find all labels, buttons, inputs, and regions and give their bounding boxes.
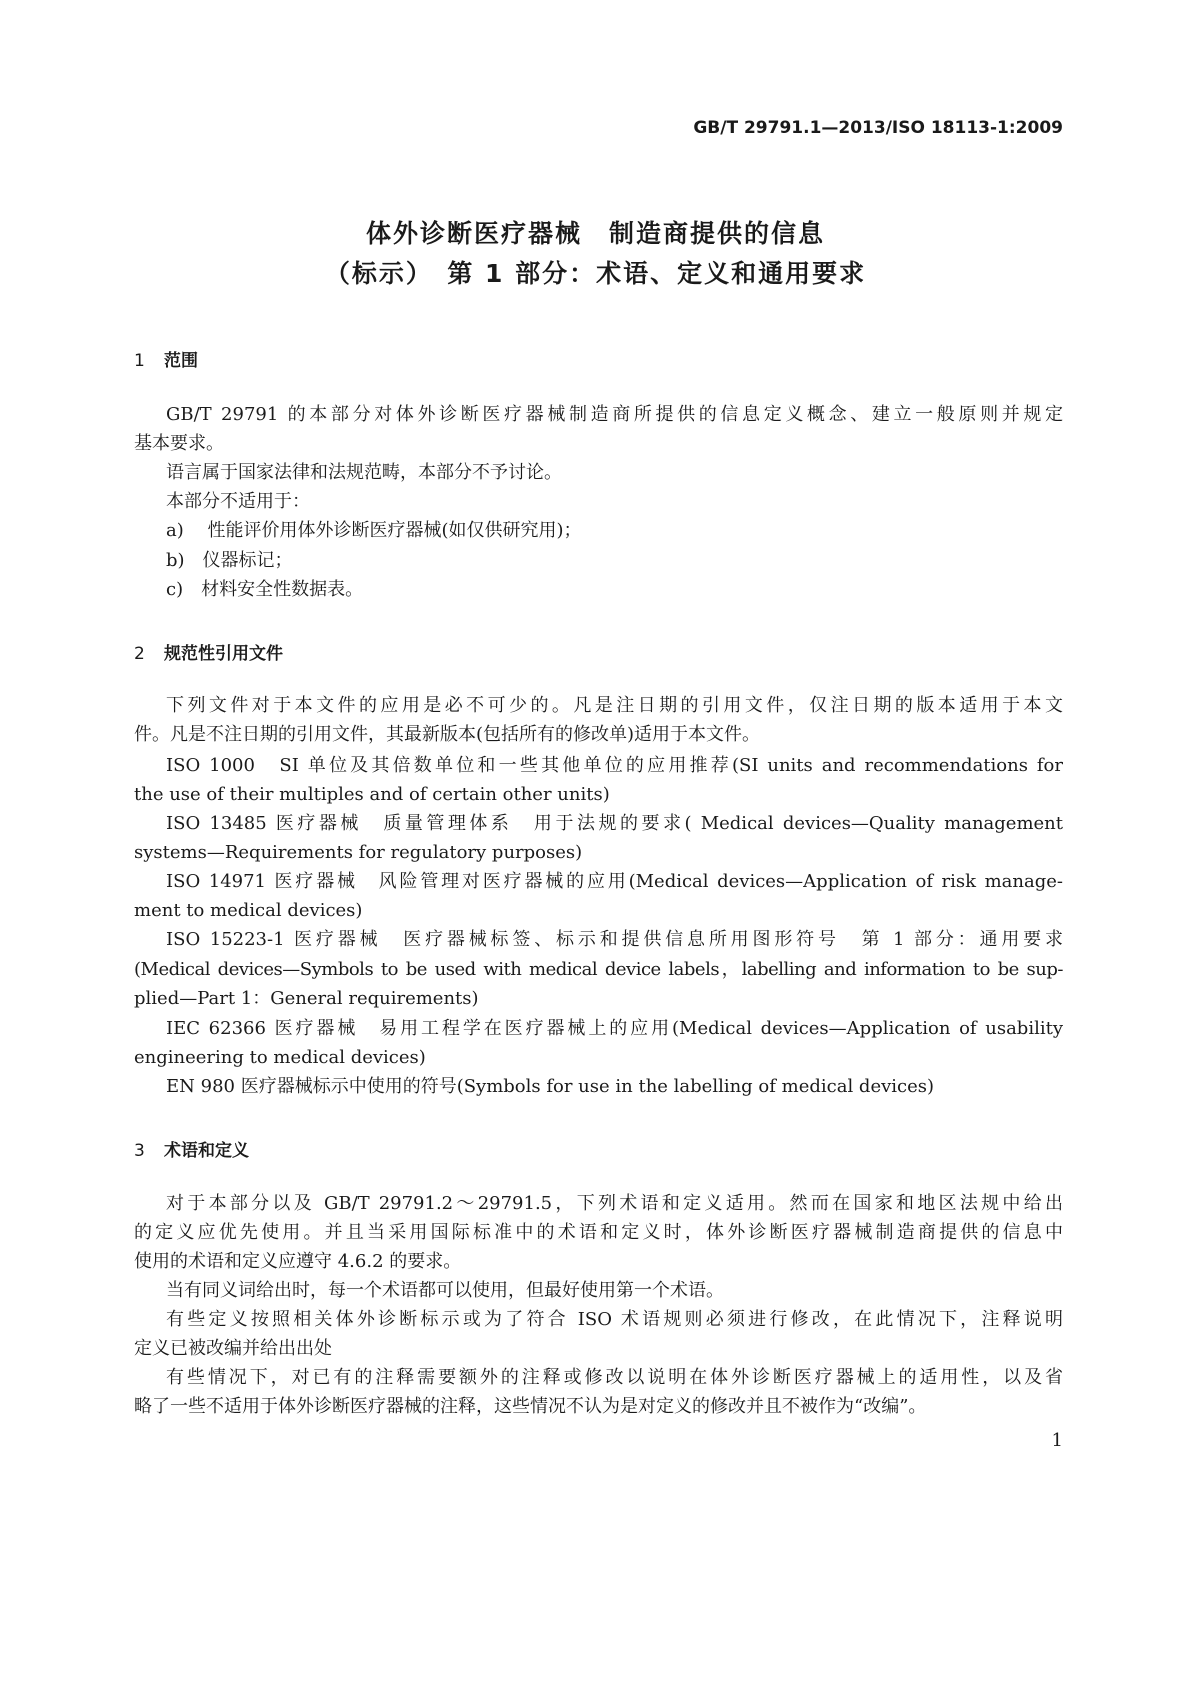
paragraph-line: 有些情况下，对已有的注释需要额外的注释或修改以说明在体外诊断医疗器械上的适用性，以及省 [166, 1367, 1063, 1388]
list-item: a) 性能评价用体外诊断医疗器械(如仅供研究用)； [166, 520, 582, 541]
section-title: 规范性引用文件 [164, 644, 283, 664]
section-title: 术语和定义 [164, 1141, 249, 1161]
section-number: 1 [134, 351, 145, 371]
page-number: 1 [1051, 1430, 1063, 1451]
section-heading-scope [134, 346, 198, 371]
paragraph-line: 语言属于国家法律和法规范畴，本部分不予讨论。 [166, 462, 562, 483]
paragraph-line: 使用的术语和定义应遵守 4.6.2 的要求。 [134, 1251, 462, 1272]
section-number: 3 [134, 1141, 145, 1161]
reference-line: ISO 14971 医疗器械 风险管理对医疗器械的应用(Medical devices—Application of risk manage- [166, 871, 1063, 892]
reference-line: ISO 1000 SI 单位及其倍数单位和一些其他单位的应用推荐(SI units and recommendations for [166, 755, 1063, 776]
document-title-line-2: （标示） 第 1 部分：术语、定义和通用要求 [324, 259, 867, 288]
section-heading-normative-references [134, 639, 283, 664]
reference-line: systems—Requirements for regulatory purposes) [134, 842, 583, 863]
section-title: 范围 [164, 351, 198, 371]
paragraph-line: GB/T 29791 的本部分对体外诊断医疗器械制造商所提供的信息定义概念、建立一般原则并规定 [166, 404, 1063, 425]
document-header-code: GB/T 29791.1—2013/ISO 18113-1:2009 [693, 118, 1063, 138]
paragraph-line: 基本要求。 [134, 433, 224, 454]
list-item: c) 材料安全性数据表。 [166, 579, 364, 600]
paragraph-line: 本部分不适用于： [166, 491, 310, 512]
paragraph-line: 的定义应优先使用。并且当采用国际标准中的术语和定义时，体外诊断医疗器械制造商提供的信息中 [134, 1222, 1063, 1243]
paragraph-line: 下列文件对于本文件的应用是必不可少的。凡是注日期的引用文件，仅注日期的版本适用于本文 [166, 695, 1063, 716]
paragraph-line: 对于本部分以及 GB/T 29791.2～29791.5，下列术语和定义适用。然而在国家和地区法规中给出 [166, 1193, 1063, 1214]
list-item: b) 仪器标记； [166, 550, 293, 571]
reference-line: IEC 62366 医疗器械 易用工程学在医疗器械上的应用(Medical devices—Application of usability [166, 1018, 1063, 1039]
paragraph-line: 件。凡是不注日期的引用文件，其最新版本(包括所有的修改单)适用于本文件。 [134, 724, 761, 745]
paragraph-line: 有些定义按照相关体外诊断标示或为了符合 ISO 术语规则必须进行修改，在此情况下，注释说明 [166, 1309, 1063, 1330]
reference-line: engineering to medical devices) [134, 1047, 426, 1068]
reference-line: EN 980 医疗器械标示中使用的符号(Symbols for use in the labelling of medical devices) [166, 1076, 935, 1097]
reference-line: plied—Part 1：General requirements) [134, 988, 479, 1009]
reference-line: ment to medical devices) [134, 900, 363, 921]
reference-line: (Medical devices—Symbols to be used with medical device labels，labelling and information to be sup- [134, 959, 1063, 980]
paragraph-line: 略了一些不适用于体外诊断医疗器械的注释，这些情况不认为是对定义的修改并且不被作为“改编”。 [134, 1396, 927, 1417]
section-heading-terms-definitions [134, 1136, 249, 1161]
paragraph-line: 定义已被改编并给出出处 [134, 1338, 332, 1359]
reference-line: the use of their multiples and of certain other units) [134, 784, 610, 805]
document-title-line-1: 体外诊断医疗器械 制造商提供的信息 [365, 219, 825, 248]
reference-line: ISO 15223-1 医疗器械 医疗器械标签、标示和提供信息所用图形符号 第 1 部分：通用要求 [166, 929, 1063, 950]
paragraph-line: 当有同义词给出时，每一个术语都可以使用，但最好使用第一个术语。 [166, 1280, 724, 1301]
section-number: 2 [134, 644, 145, 664]
reference-line: ISO 13485 医疗器械 质量管理体系 用于法规的要求( Medical devices—Quality management [166, 813, 1063, 834]
